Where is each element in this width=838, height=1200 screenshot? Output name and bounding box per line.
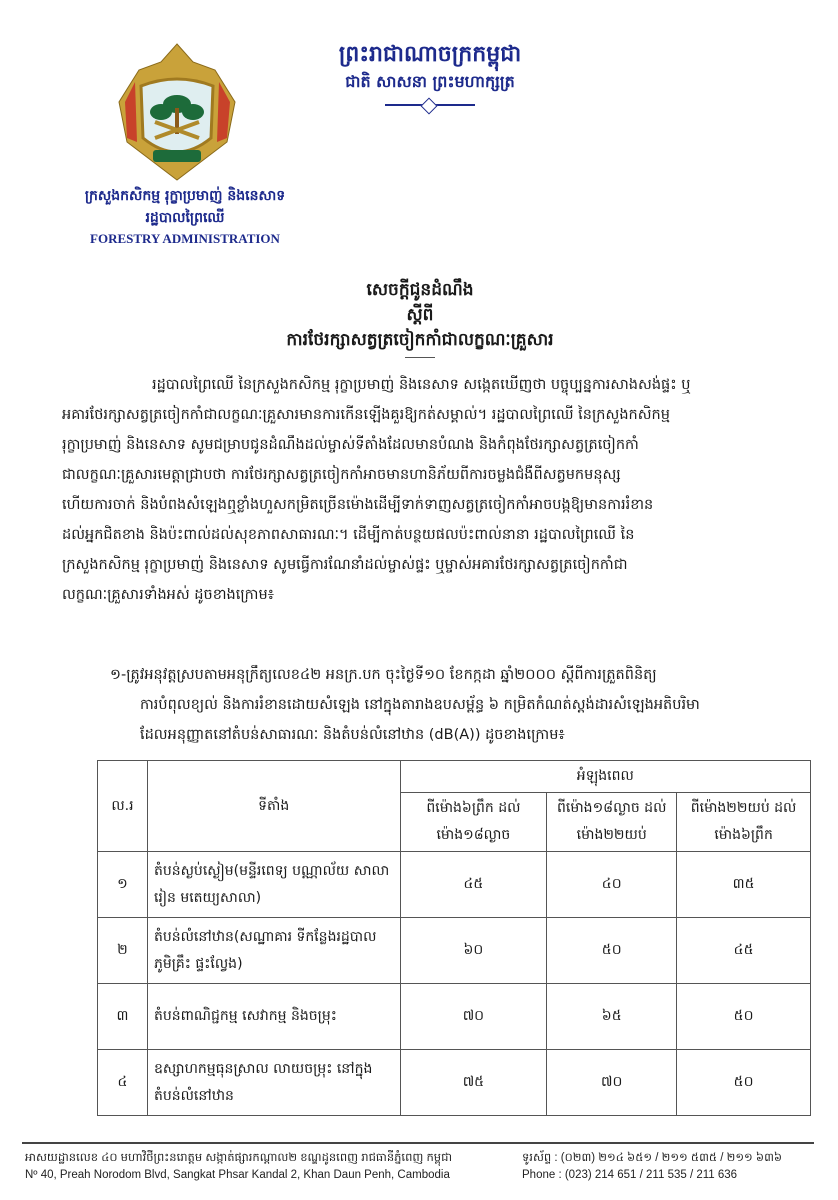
phone-khmer: ទូរស័ព្ទ : (០២៣) ២១៤ ៦៥១ / ២១១ ៥៣៥ / ២១១ ៦៣៦ xyxy=(522,1152,783,1164)
row-value-day: ៧៥ xyxy=(400,1050,547,1116)
title-divider xyxy=(405,357,435,358)
paragraph-line: ហើយការចាក់ និងបំពងសំឡេងឮខ្លាំងហួសកម្រិតច្រើនម៉ោងដើម្បីទាក់ទាញសត្វត្រចៀកកាំអាចបង្កឱ្យមានការរំខាន xyxy=(62,497,654,513)
row-value-evening: ៧០ xyxy=(547,1050,677,1116)
row-value-day: ៧០ xyxy=(400,984,547,1050)
item-line: ការបំពុលខ្យល់ និងការរំខានដោយសំឡេង នៅក្នុងតារាងឧបសម្ព័ន្ធ ៦ កម្រិតកំណត់ស្តង់ដារសំឡេងអតិបរិមា xyxy=(140,697,700,713)
footer-phone xyxy=(522,1150,822,1184)
paragraph-line: រុក្ខាប្រមាញ់ និងនេសាទ សូមជម្រាបជូនដំណឹងដល់ម្ចាស់ទីតាំងដែលមានបំណង និងកំពុងថែរក្សាសត្វត្រចៀកកាំ xyxy=(62,437,639,453)
header-period-day: ពីម៉ោង៦ព្រឹក ដល់ម៉ោង១៨ល្ងាច xyxy=(400,793,547,852)
ornament-divider xyxy=(385,104,475,106)
row-no: ៣ xyxy=(98,984,148,1050)
row-value-night: ៥០ xyxy=(677,1050,811,1116)
title-subject: ការថែរក្សាសត្វត្រចៀកកាំជាលក្ខណៈគ្រួសារ xyxy=(286,330,554,350)
phone-english: Phone : (023) 214 651 / 211 535 / 211 636 xyxy=(522,1169,738,1181)
document-title xyxy=(220,278,620,358)
row-location: តំបន់ពាណិជ្ជកម្ម សេវាកម្ម និងចម្រុះ xyxy=(147,984,400,1050)
national-motto: ជាតិ សាសនា ព្រះមហាក្សត្រ xyxy=(345,72,515,91)
body-paragraph xyxy=(62,370,812,610)
row-value-evening: ៦៥ xyxy=(547,984,677,1050)
row-value-night: ៤៥ xyxy=(677,918,811,984)
row-value-day: ៤៥ xyxy=(400,852,547,918)
footer-divider xyxy=(22,1142,814,1144)
row-no: ១ xyxy=(98,852,148,918)
item-line: ១-ត្រូវអនុវត្តស្របតាមអនុក្រឹត្យលេខ៤២ អនក្រ.បក ចុះថ្ងៃទី១០ ខែកក្កដា ឆ្នាំ២០០០ ស្តីពីការត្រួតពិនិត្យ xyxy=(110,667,657,683)
header-no: ល.រ xyxy=(98,761,148,852)
paragraph-line: លក្ខណៈគ្រួសារទាំងអស់ ដូចខាងក្រោម៖ xyxy=(62,587,275,603)
row-value-evening: ៥០ xyxy=(547,918,677,984)
table-row xyxy=(98,918,811,984)
table-row xyxy=(98,852,811,918)
ministry-name: ក្រសួងកសិកម្ម រុក្ខាប្រមាញ់ និងនេសាទ xyxy=(84,188,286,204)
header-period: អំឡុងពេល xyxy=(400,761,811,793)
title-notice: សេចក្តីជូនដំណឹង xyxy=(366,280,474,300)
row-location: តំបន់ស្ងប់ស្ងៀម(មន្ទីរពេទ្យ បណ្ណាល័យ សាលារៀន មតេយ្យសាលា) xyxy=(147,852,400,918)
forestry-emblem-logo xyxy=(115,42,240,182)
row-value-evening: ៤០ xyxy=(547,852,677,918)
department-name: រដ្ឋបាលព្រៃឈើ xyxy=(145,210,225,226)
row-location: តំបន់លំនៅឋាន(សណ្ឋាគារ ទីកន្លែងរដ្ឋបាល ភូមិគ្រឹះ ផ្ទះល្វែង) xyxy=(147,918,400,984)
footer-address xyxy=(25,1150,495,1184)
paragraph-line: ក្រសួងកសិកម្ម រុក្ខាប្រមាញ់ និងនេសាទ សូមធ្វើការណែនាំដល់ម្ចាស់ផ្ទះ ឬម្ចាស់អគារថែរក្សាសត្វត្រចៀកកាំជា xyxy=(62,557,628,573)
kingdom-header xyxy=(300,40,560,106)
header-location: ទីតាំង xyxy=(147,761,400,852)
header-period-evening: ពីម៉ោង១៨ល្ងាច ដល់ម៉ោង២២យប់ xyxy=(547,793,677,852)
row-value-day: ៦០ xyxy=(400,918,547,984)
header-period-night: ពីម៉ោង២២យប់ ដល់ម៉ោង៦ព្រឹក xyxy=(677,793,811,852)
row-no: ២ xyxy=(98,918,148,984)
list-item-1 xyxy=(110,660,810,750)
address-english: Nº 40, Preah Norodom Blvd, Sangkat Phsar Kandal 2, Khan Daun Penh, Cambodia xyxy=(25,1169,450,1181)
row-value-night: ៥០ xyxy=(677,984,811,1050)
paragraph-line: ជាលក្ខណៈគ្រួសារមេត្តាជ្រាបថា ការថែរក្សាសត្វត្រចៀកកាំអាចមានហានិភ័យពីការចម្លងជំងឺពីសត្វមកមនុស្ស xyxy=(62,467,621,483)
noise-limit-table xyxy=(97,760,811,1116)
paragraph-line: រដ្ឋបាលព្រៃឈើ នៃក្រសួងកសិកម្ម រុក្ខាប្រមាញ់ និងនេសាទ សង្កេតឃើញថា បច្ចុប្បន្នការសាងសង់ផ្ទះ ឬ xyxy=(152,377,691,393)
table-row xyxy=(98,1050,811,1116)
ministry-block xyxy=(40,185,330,249)
address-khmer: អាសយដ្ឋានលេខ ៤០ មហាវិថីព្រះនរោត្តម សង្កាត់ផ្សារកណ្តាល២ ខណ្ឌដូនពេញ រាជធានីភ្នំពេញ កម្ពុជា xyxy=(25,1152,453,1164)
item-line: ដែលអនុញ្ញាតនៅតំបន់សាធារណៈ និងតំបន់លំនៅឋាន (dB(A)) ដូចខាងក្រោម៖ xyxy=(140,727,565,743)
paragraph-line: ដល់អ្នកជិតខាង និងប៉ះពាល់ដល់សុខភាពសាធារណៈ។ ដើម្បីកាត់បន្ថយផលប៉ះពាល់នានា រដ្ឋបាលព្រៃឈើ នៃ xyxy=(62,527,635,543)
row-location: ឧស្សាហកម្មធុនស្រាល លាយចម្រុះ នៅក្នុងតំបន់លំនៅឋាន xyxy=(147,1050,400,1116)
table-row xyxy=(98,984,811,1050)
kingdom-name: ព្រះរាជាណាចក្រកម្ពុជា xyxy=(338,42,522,67)
department-name-english: FORESTRY ADMINISTRATION xyxy=(90,231,280,246)
row-no: ៤ xyxy=(98,1050,148,1116)
row-value-night: ៣៥ xyxy=(677,852,811,918)
paragraph-line: អគារថែរក្សាសត្វត្រចៀកកាំជាលក្ខណៈគ្រួសារមានការកើនឡើងគួរឱ្យកត់សម្គាល់។ រដ្ឋបាលព្រៃឈើ នៃក្រសួងកសិកម្ម xyxy=(62,407,670,423)
title-about: ស្តីពី xyxy=(406,305,434,325)
